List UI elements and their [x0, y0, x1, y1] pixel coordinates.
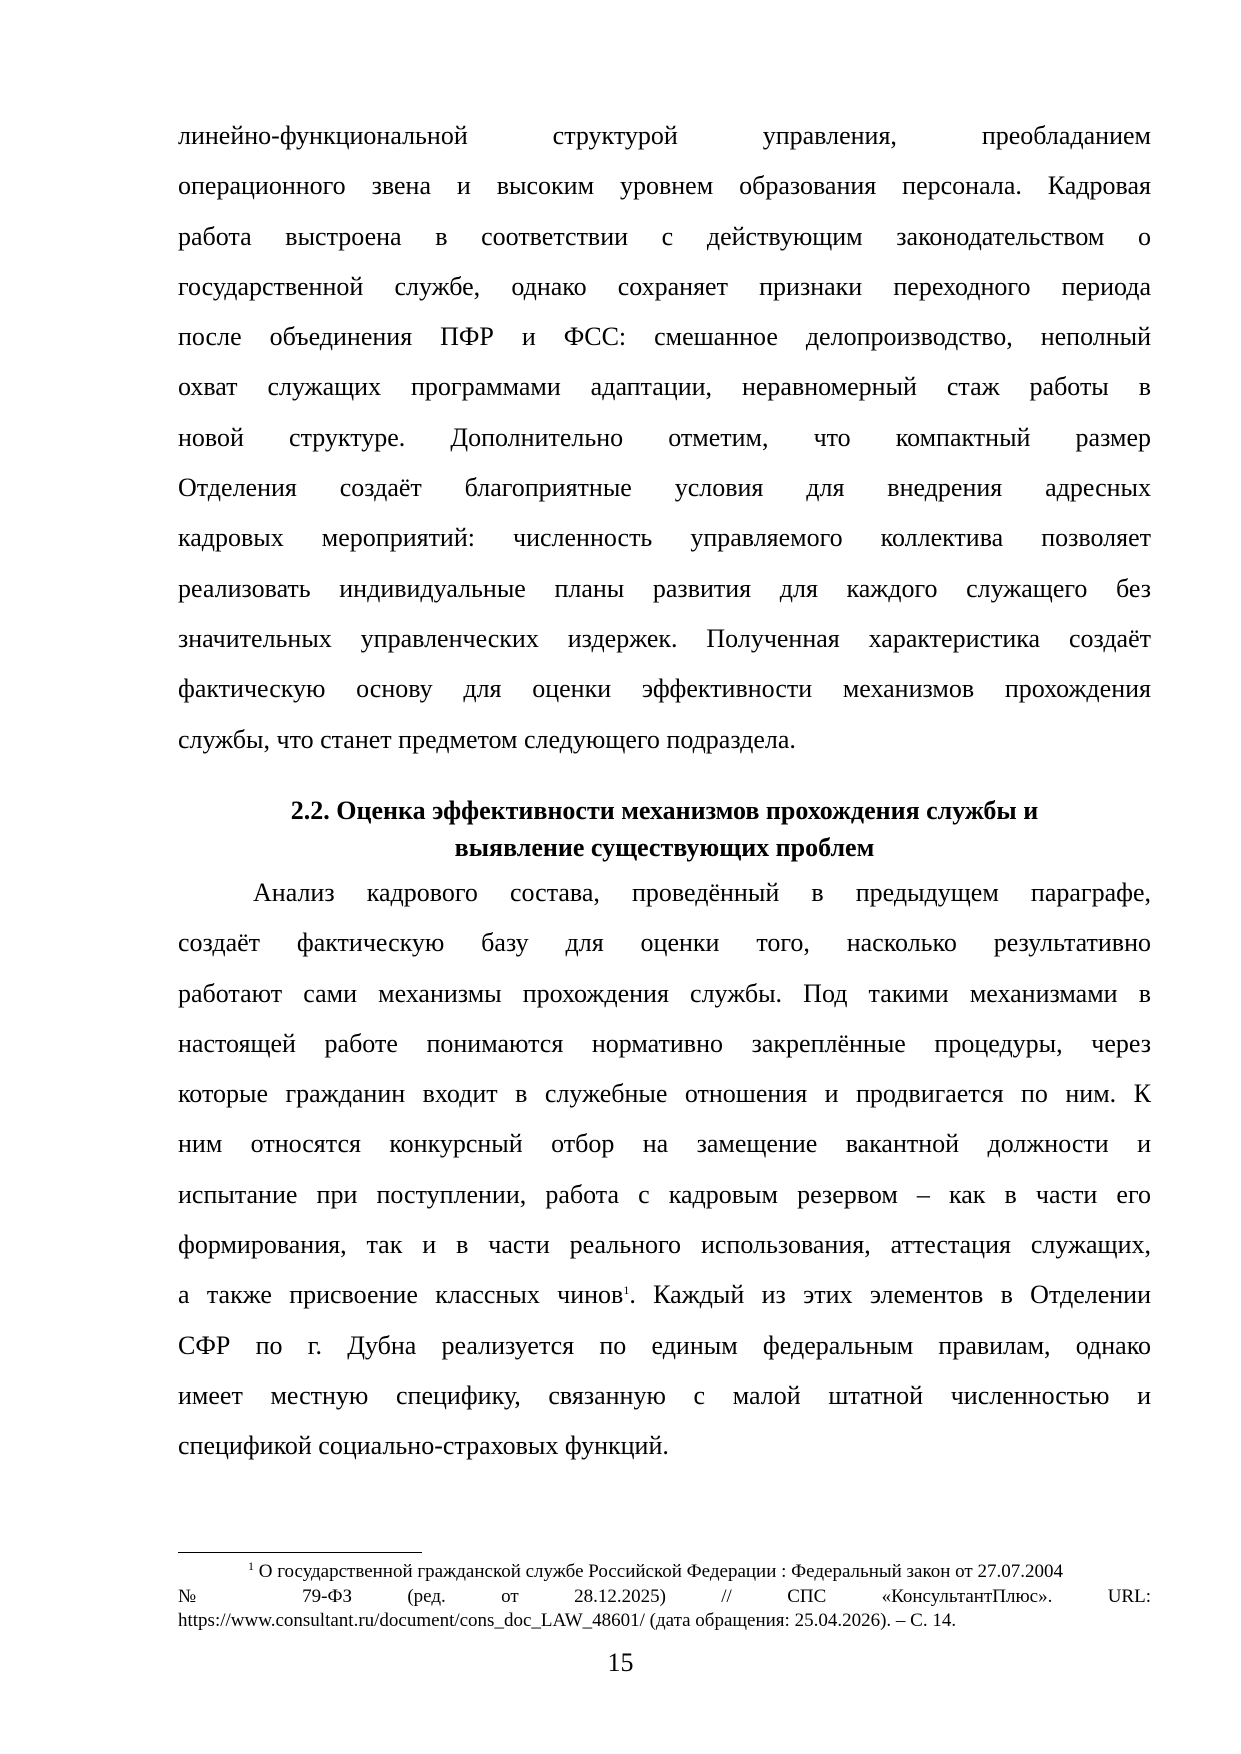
text-line: операционного звена и высоким уровнем образования персонала. Кадровая	[178, 171, 1151, 201]
text-line: службы, что станет предметом следующего подраздела.	[178, 724, 796, 754]
text-line: охват служащих программами адаптации, неравномерный стаж работы в	[178, 372, 1151, 402]
text-line: фактическую основу для оценки эффективности механизмов прохождения	[178, 674, 1151, 704]
section-heading	[178, 792, 1151, 866]
text-line: работа выстроена в соответствии с действующим законодательством о	[178, 221, 1151, 251]
text-line: спецификой социально-страховых функций.	[178, 1431, 669, 1461]
page-number: 15	[607, 1648, 634, 1677]
text-line: СФР по г. Дубна реализуется по единым федеральным правилам, однако	[178, 1330, 1151, 1360]
text-line-with-footnote-ref	[178, 1270, 1151, 1320]
text-line: значительных управленческих издержек. Полученная характеристика создаёт	[178, 623, 1151, 653]
footnote-text: О государственной гражданской службе Российской Федерации : Федеральный закон от 27.07.2004	[258, 1561, 1063, 1582]
text-line: работают сами механизмы прохождения службы. Под такими механизмами в	[178, 978, 1151, 1008]
text-line: которые гражданин входит в служебные отношения и продвигается по ним. К	[178, 1079, 1151, 1109]
text-segment: а также присвоение классных чинов	[178, 1280, 624, 1310]
text-line: новой структуре. Дополнительно отметим, что компактный размер	[178, 422, 1151, 452]
footnote-marker: 1	[248, 1559, 254, 1573]
paragraph-analysis	[178, 868, 1151, 1472]
text-line: государственной службе, однако сохраняет признаки переходного периода	[178, 271, 1151, 301]
footnote-line: № 79-ФЗ (ред. от 28.12.2025) // СПС «КонсультантПлюс». URL:	[178, 1585, 1151, 1607]
text-line: Анализ кадрового состава, проведённый в предыдущем параграфе,	[253, 878, 1151, 907]
text-line: линейно-функциональной структурой управления, преобладанием	[178, 121, 1151, 150]
text-line: Отделения создаёт благоприятные условия для внедрения адресных	[178, 473, 1151, 503]
section-heading-line-1: 2.2. Оценка эффективности механизмов прохождения службы и	[290, 796, 1039, 825]
footnote-line	[178, 1560, 1151, 1585]
section-heading-line-2: выявление существующих проблем	[454, 833, 875, 862]
text-segment: . Каждый из этих элементов в Отделении	[629, 1280, 1151, 1310]
footnote-separator	[178, 1552, 422, 1553]
text-line: испытание при поступлении, работа с кадровым резервом – как в части его	[178, 1179, 1151, 1209]
text-line: имеет местную специфику, связанную с малой штатной численностью и	[178, 1380, 1151, 1410]
text-line: ним относятся конкурсный отбор на замещение вакантной должности и	[178, 1129, 1151, 1159]
footnote	[178, 1560, 1151, 1634]
text-line: после объединения ПФР и ФСС: смешанное делопроизводство, неполный	[178, 322, 1151, 352]
paragraph-continuation	[178, 111, 1151, 765]
text-line: настоящей работе понимаются нормативно закреплённые процедуры, через	[178, 1028, 1151, 1058]
text-line: кадровых мероприятий: численность управляемого коллектива позволяет	[178, 523, 1151, 553]
footnote-reference[interactable]: 1	[623, 1283, 630, 1298]
text-line: создаёт фактическую базу для оценки того, насколько результативно	[178, 928, 1151, 958]
text-line: реализовать индивидуальные планы развития для каждого служащего без	[178, 573, 1151, 603]
text-line: формирования, так и в части реального использования, аттестация служащих,	[178, 1230, 1151, 1260]
footnote-line-url: https://www.consultant.ru/document/cons_doc_LAW_48601/ (дата обращения: 25.04.2026). – С. 14.	[178, 1610, 957, 1631]
